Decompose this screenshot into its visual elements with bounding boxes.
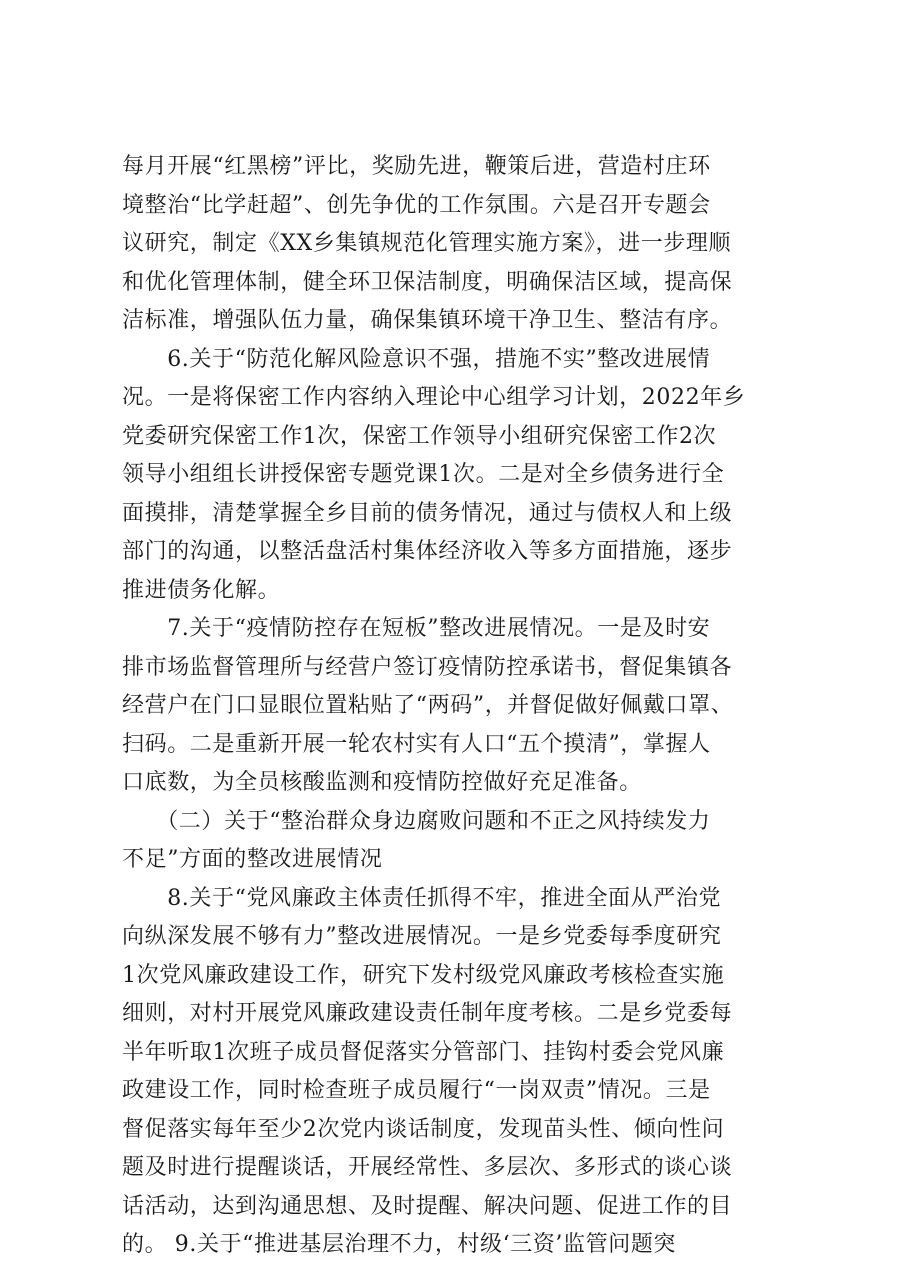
text-line: 每月开展“红黑榜”评比，奖励先进，鞭策后进，营造村庄环	[122, 154, 711, 179]
text-line: 排市场监督管理所与经营户签订疫情防控承诺书，督促集镇各	[122, 654, 733, 680]
text-line: 议研究，制定《XX乡集镇规范化管理实施方案》，进一步理顺	[122, 231, 732, 256]
text-line: 扫码。二是重新开展一轮农村实有人口“五个摸清”，掌握人	[122, 731, 711, 757]
text-line: 部门的沟通，以整活盘活村集体经济收入等多方面措施，逐步	[122, 539, 733, 564]
section-8-heading-line: 8.关于“党风廉政主体责任抓得不牢，推进全面从严治党	[122, 885, 722, 911]
text-line: 面摸排，清楚掌握全乡目前的债务情况，通过与债权人和上级	[122, 500, 733, 526]
text-line: 和优化管理体制，健全环卫保洁制度，明确保洁区域，提高保	[122, 269, 733, 295]
text-line: 境整治“比学赶超”、创先争优的工作氛围。六是召开专题会	[122, 192, 711, 218]
text-line: 领导小组组长讲授保密专题党课1次。二是对全乡债务进行全	[122, 462, 725, 487]
section-7-heading-line: 7.关于“疫情防控存在短板”整改进展情况。一是及时安	[122, 616, 711, 641]
subsection-heading-line: 不足”方面的整改进展情况	[122, 847, 383, 872]
text-line: 经营户在门口显眼位置粘贴了“两码”，并督促做好佩戴口罩、	[122, 693, 734, 718]
text-line: 向纵深发展不够有力”整改进展情况。一是乡党委每季度研究	[122, 924, 722, 949]
text-line: 题及时进行提醒谈话，开展经常性、多层次、多形式的谈心谈	[122, 1155, 733, 1180]
text-line: 洁标准，增强队伍力量，确保集镇环境干净卫生、整洁有序。	[122, 308, 733, 333]
text-line: 口底数，为全员核酸监测和疫情防控做好充足准备。	[122, 770, 642, 795]
text-line: 况。一是将保密工作内容纳入理论中心组学习计划，2022年乡	[122, 385, 746, 410]
document-body	[122, 148, 802, 1265]
text-line: 督促落实每年至少2次党内谈话制度，发现苗头性、倾向性问	[122, 1116, 725, 1142]
text-line: 半年听取1次班子成员督促落实分管部门、挂钩村委会党风廉	[122, 1039, 725, 1065]
text-line: 1次党风廉政建设工作，研究下发村级党风廉政考核检查实施	[122, 962, 725, 988]
text-line: 细则，对村开展党风廉政建设责任制年度考核。二是乡党委每	[122, 1001, 733, 1026]
section-6-heading-line: 6.关于“防范化解风险意识不强，措施不实”整改进展情	[122, 346, 711, 372]
text-line: 政建设工作，同时检查班子成员履行“一岗双责”情况。三是	[122, 1078, 711, 1103]
text-line: 党委研究保密工作1次，保密工作领导小组研究保密工作2次	[122, 423, 717, 449]
text-line: 推进债务化解。	[122, 577, 281, 603]
text-line: 的。 9.关于“推进基层治理不力，村级‘三资’监管问题突	[122, 1232, 677, 1257]
text-line: 话活动，达到沟通思想、及时提醒、解决问题、促进工作的目	[122, 1193, 733, 1219]
subsection-heading-line: （二）关于“整治群众身边腐败问题和不正之风持续发力	[122, 808, 711, 834]
